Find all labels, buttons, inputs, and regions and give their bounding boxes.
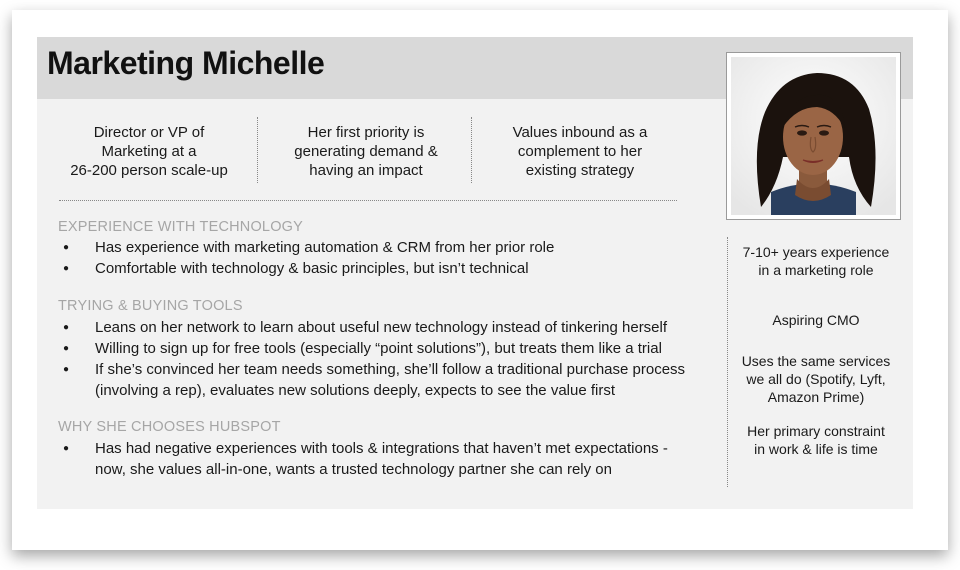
summary-line: Her first priority is [307, 124, 425, 141]
summary-line: complement to her [517, 143, 643, 160]
summary-line: existing strategy [525, 162, 635, 179]
fact-line: we all do (Spotify, Lyft, [746, 371, 886, 387]
persona-title: Marketing Michelle [47, 45, 325, 81]
summary-values [495, 123, 665, 180]
summary-role [64, 123, 234, 180]
fact-aspiration [731, 311, 901, 329]
summary-line: having an impact [309, 162, 423, 179]
fact-line: Her primary constraint [747, 423, 885, 439]
list-item: ● Willing to sign up for free tools (especially “point solutions”), but treats them like a trial [37, 338, 755, 359]
summary-line: Marketing at a [101, 143, 197, 160]
persona-slide [37, 37, 913, 509]
column-divider [471, 117, 472, 183]
summary-line: 26-200 person scale-up [70, 162, 228, 179]
experience-list [37, 237, 755, 279]
fact-services [731, 352, 901, 406]
section-heading-buying: TRYING & BUYING TOOLS [58, 298, 243, 314]
buying-list [37, 317, 755, 401]
hubspot-list [37, 438, 755, 480]
persona-photo [726, 52, 901, 220]
summary-line: Values inbound as a [512, 124, 648, 141]
portrait-image [731, 57, 896, 215]
fact-line: in work & life is time [754, 441, 878, 457]
list-item: ● If she’s convinced her team needs something, she’ll follow a traditional purchase process (involving a rep), evaluates new solutions deeply, expects to see the value first [37, 359, 755, 401]
section-heading-experience: EXPERIENCE WITH TECHNOLOGY [58, 219, 304, 235]
fact-line: Uses the same services [741, 353, 891, 369]
fact-line: Aspiring CMO [772, 312, 860, 328]
section-heading-hubspot: WHY SHE CHOOSES HUBSPOT [58, 419, 281, 435]
summary-priority [281, 123, 451, 180]
column-divider [257, 117, 258, 183]
summary-line: generating demand & [294, 143, 438, 160]
list-item: ● Has experience with marketing automation & CRM from her prior role [37, 237, 755, 258]
summary-line: Director or VP of [93, 124, 205, 141]
facts-divider [727, 237, 728, 487]
list-item: ● Leans on her network to learn about useful new technology instead of tinkering herself [37, 317, 755, 338]
list-item: ● Has had negative experiences with tools & integrations that haven’t met expectations - now, she values all-in-one, wants a trusted technology partner she can rely on [37, 438, 755, 480]
fact-line: Amazon Prime) [767, 389, 865, 405]
summary-divider [59, 200, 677, 201]
fact-experience [731, 243, 901, 279]
fact-constraint [731, 422, 901, 458]
fact-line: in a marketing role [758, 262, 874, 278]
fact-line: 7-10+ years experience [742, 244, 890, 260]
list-item: ● Comfortable with technology & basic principles, but isn’t technical [37, 258, 755, 279]
